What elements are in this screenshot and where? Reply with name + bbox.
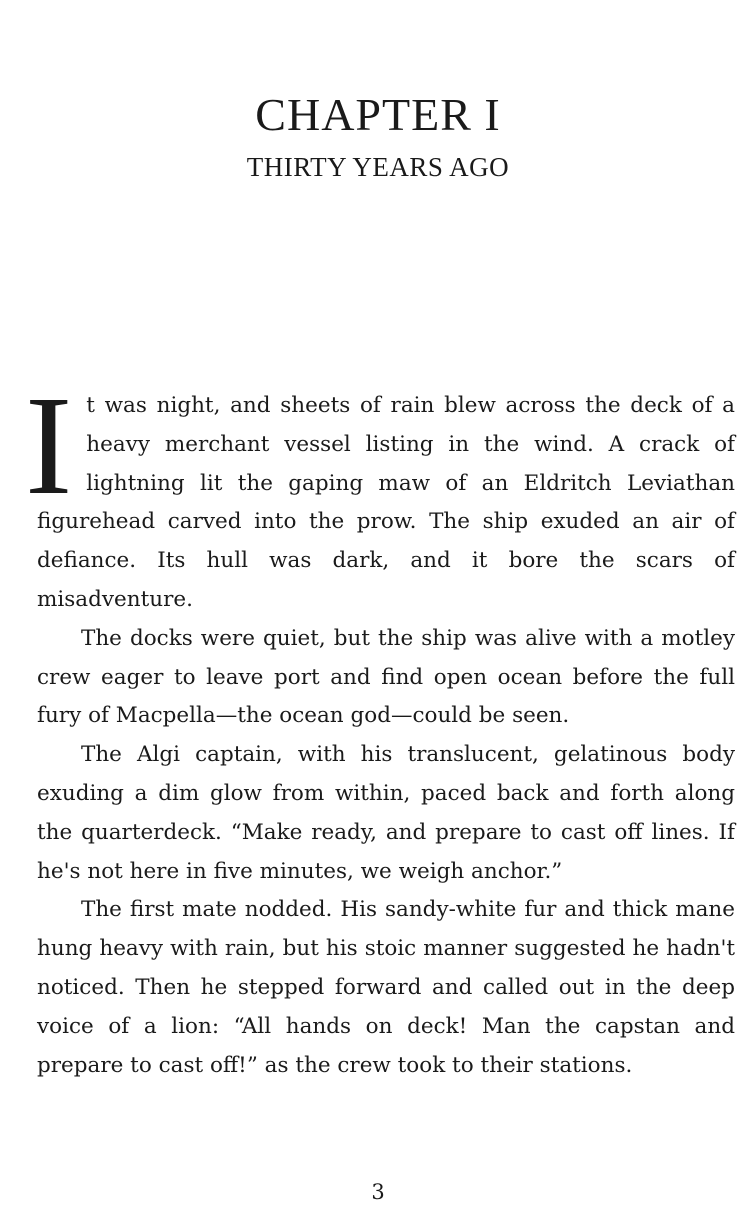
chapter-subtitle: THIRTY YEARS AGO — [246, 152, 510, 182]
chapter-body — [25, 366, 735, 1085]
drop-cap: I — [25, 366, 73, 524]
page-number: 3 — [371, 1180, 385, 1204]
chapter-title: CHAPTER I — [255, 89, 501, 140]
paragraph-3: The Algi captain, with his translucent, gelatinous body exuding a dim glow from within, paced back and forth along the quarterdeck. “Make ready, and prepare to cast off lines. If he's not here in five minutes, we weigh anchor.” — [37, 742, 735, 884]
paragraph-1-text: t was night, and sheets of rain blew across the deck of a heavy merchant vessel listing in the wind. A crack of lightning lit the gaping maw of an Eldritch Leviathan figurehead carved into the prow. The ship exuded an air of defiance. Its hull was dark, and it bore the scars of misadventure. — [37, 393, 735, 612]
paragraph-2: The docks were quiet, but the ship was alive with a motley crew eager to leave port and find open ocean before the full fury of Macpella—the ocean god—could be seen. — [37, 625, 735, 729]
paragraph-1 — [25, 366, 735, 620]
paragraph-4: The first mate nodded. His sandy-white fur and thick mane hung heavy with rain, but his stoic manner suggested he hadn't noticed. Then he stepped forward and called out in the deep voice of a lion: “All hands on deck! Man the capstan and prepare to cast off!” as the crew took to their stations. — [37, 897, 735, 1078]
